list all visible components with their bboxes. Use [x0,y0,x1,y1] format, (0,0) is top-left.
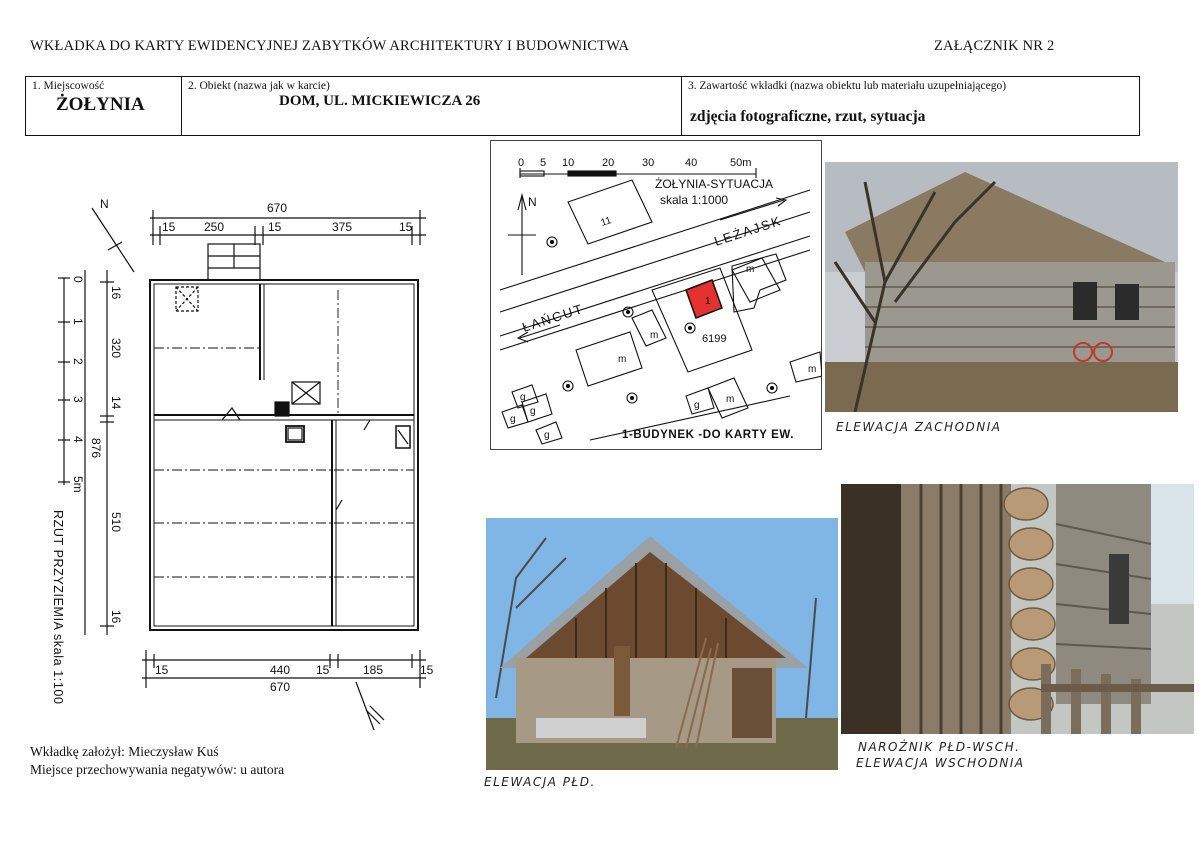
photo-south-elevation [486,518,838,770]
map-scale-40: 40 [685,157,698,169]
plan-dim-top-4: 375 [332,220,353,234]
object-value: DOM, UL. MICKIEWICZA 26 [279,93,481,109]
plan-dim-side-1: 16 [109,286,123,300]
scale-tick-3: 3 [71,396,85,403]
building-label-11: 11 [599,215,613,229]
contents-label: 3. Zawartość wkładki (nazwa obiektu lub materiału uzupełniającego) [688,80,1007,92]
site-map [490,140,822,450]
locality-label: 1. Miejscowość [32,80,105,92]
plan-dim-bottom-5: 15 [420,663,434,677]
caption-south: ELEWACJA PŁD. [484,775,596,789]
building-label-g4: g [544,430,550,441]
author-line: Wkładkę założył: Mieczysław Kuś [30,744,219,759]
map-scale-0: 0 [518,157,525,169]
map-scale-5: 5 [540,157,547,169]
scale-tick-5: 5m [71,476,85,493]
building-label-g1: g [694,400,700,411]
document-title: WKŁADKA DO KARTY EWIDENCYJNEJ ZABYTKÓW ARCHITEKTURY I BUDOWNICTWA [30,38,630,54]
plan-north-label: N [100,197,109,211]
building-label-m3: m [746,264,755,275]
building-label-m2: m [650,330,659,341]
plan-dim-bottom-4: 185 [363,663,384,677]
plan-dim-side-total: 876 [89,438,103,459]
plan-dim-side-2: 320 [109,338,123,359]
info-table [25,76,1140,136]
map-scale-20: 20 [602,157,615,169]
plan-dim-top-total: 670 [267,201,288,215]
map-scale: skala 1:1000 [660,193,729,207]
plan-dim-bottom-total: 670 [270,680,291,694]
building-label-1: 1 [705,296,711,307]
annex-number: ZAŁĄCZNIK NR 2 [934,38,1055,54]
scale-tick-1: 1 [71,318,85,325]
north-arrow-line [92,208,134,272]
parcel-number: 6199 [702,333,727,345]
plan-dim-side-5: 16 [109,610,123,624]
plan-dim-bottom-2: 440 [270,663,291,677]
plan-dim-top-1: 15 [162,220,176,234]
locality-value: ŻOŁYNIA [56,94,145,115]
caption-east-corner: NAROŻNIK PŁD-WSCH. [858,740,1021,754]
cell-object [181,77,681,135]
map-scale-30: 30 [642,157,655,169]
caption-east-elevation: ELEWACJA WSCHODNIA [856,756,1025,770]
plan-dim-top-5: 15 [399,220,413,234]
map-scale-10: 10 [562,157,575,169]
plan-caption: RZUT PRZYZIEMIA skala 1:100 [51,510,65,705]
building-label-g3: g [510,414,516,425]
building-label-m1: m [618,354,627,365]
photo-east-elevation [841,484,1194,734]
building-label-m4: m [808,364,817,375]
map-scale-50m: 50m [730,157,752,169]
scale-tick-4: 4 [71,436,85,443]
map-legend: 1-BUDYNEK -DO KARTY EW. [622,429,795,441]
plan-dim-top-3: 15 [268,220,282,234]
floor-plan [50,190,440,730]
map-north-label: N [528,195,537,209]
contents-value: zdjęcia fotograficzne, rzut, sytuacja [690,108,926,125]
building-label-g5: g [530,406,536,417]
plan-dim-top-2: 250 [204,220,225,234]
building-label-m5: m [726,394,735,405]
road-label-lezajsk: LEŻAJSK [712,212,784,249]
map-title: ŻOŁYNIA-SYTUACJA [655,177,774,191]
plan-dim-side-3: 14 [109,396,123,410]
negatives-location: Miejsce przechowywania negatywów: u autora [30,762,285,777]
scale-tick-2: 2 [71,358,85,365]
photo-west-elevation [825,162,1178,412]
caption-west: ELEWACJA ZACHODNIA [836,420,1002,434]
plan-dim-bottom-3: 15 [316,663,330,677]
scale-tick-0: 0 [71,276,85,283]
building-label-g2: g [520,392,526,403]
cell-contents [681,77,1139,135]
cell-locality [26,77,181,135]
road-label-lancut: ŁAŃCUT [520,300,586,335]
plan-dim-side-4: 510 [109,512,123,533]
object-label: 2. Obiekt (nazwa jak w karcie) [188,80,330,92]
plan-dim-bottom-1: 15 [155,663,169,677]
